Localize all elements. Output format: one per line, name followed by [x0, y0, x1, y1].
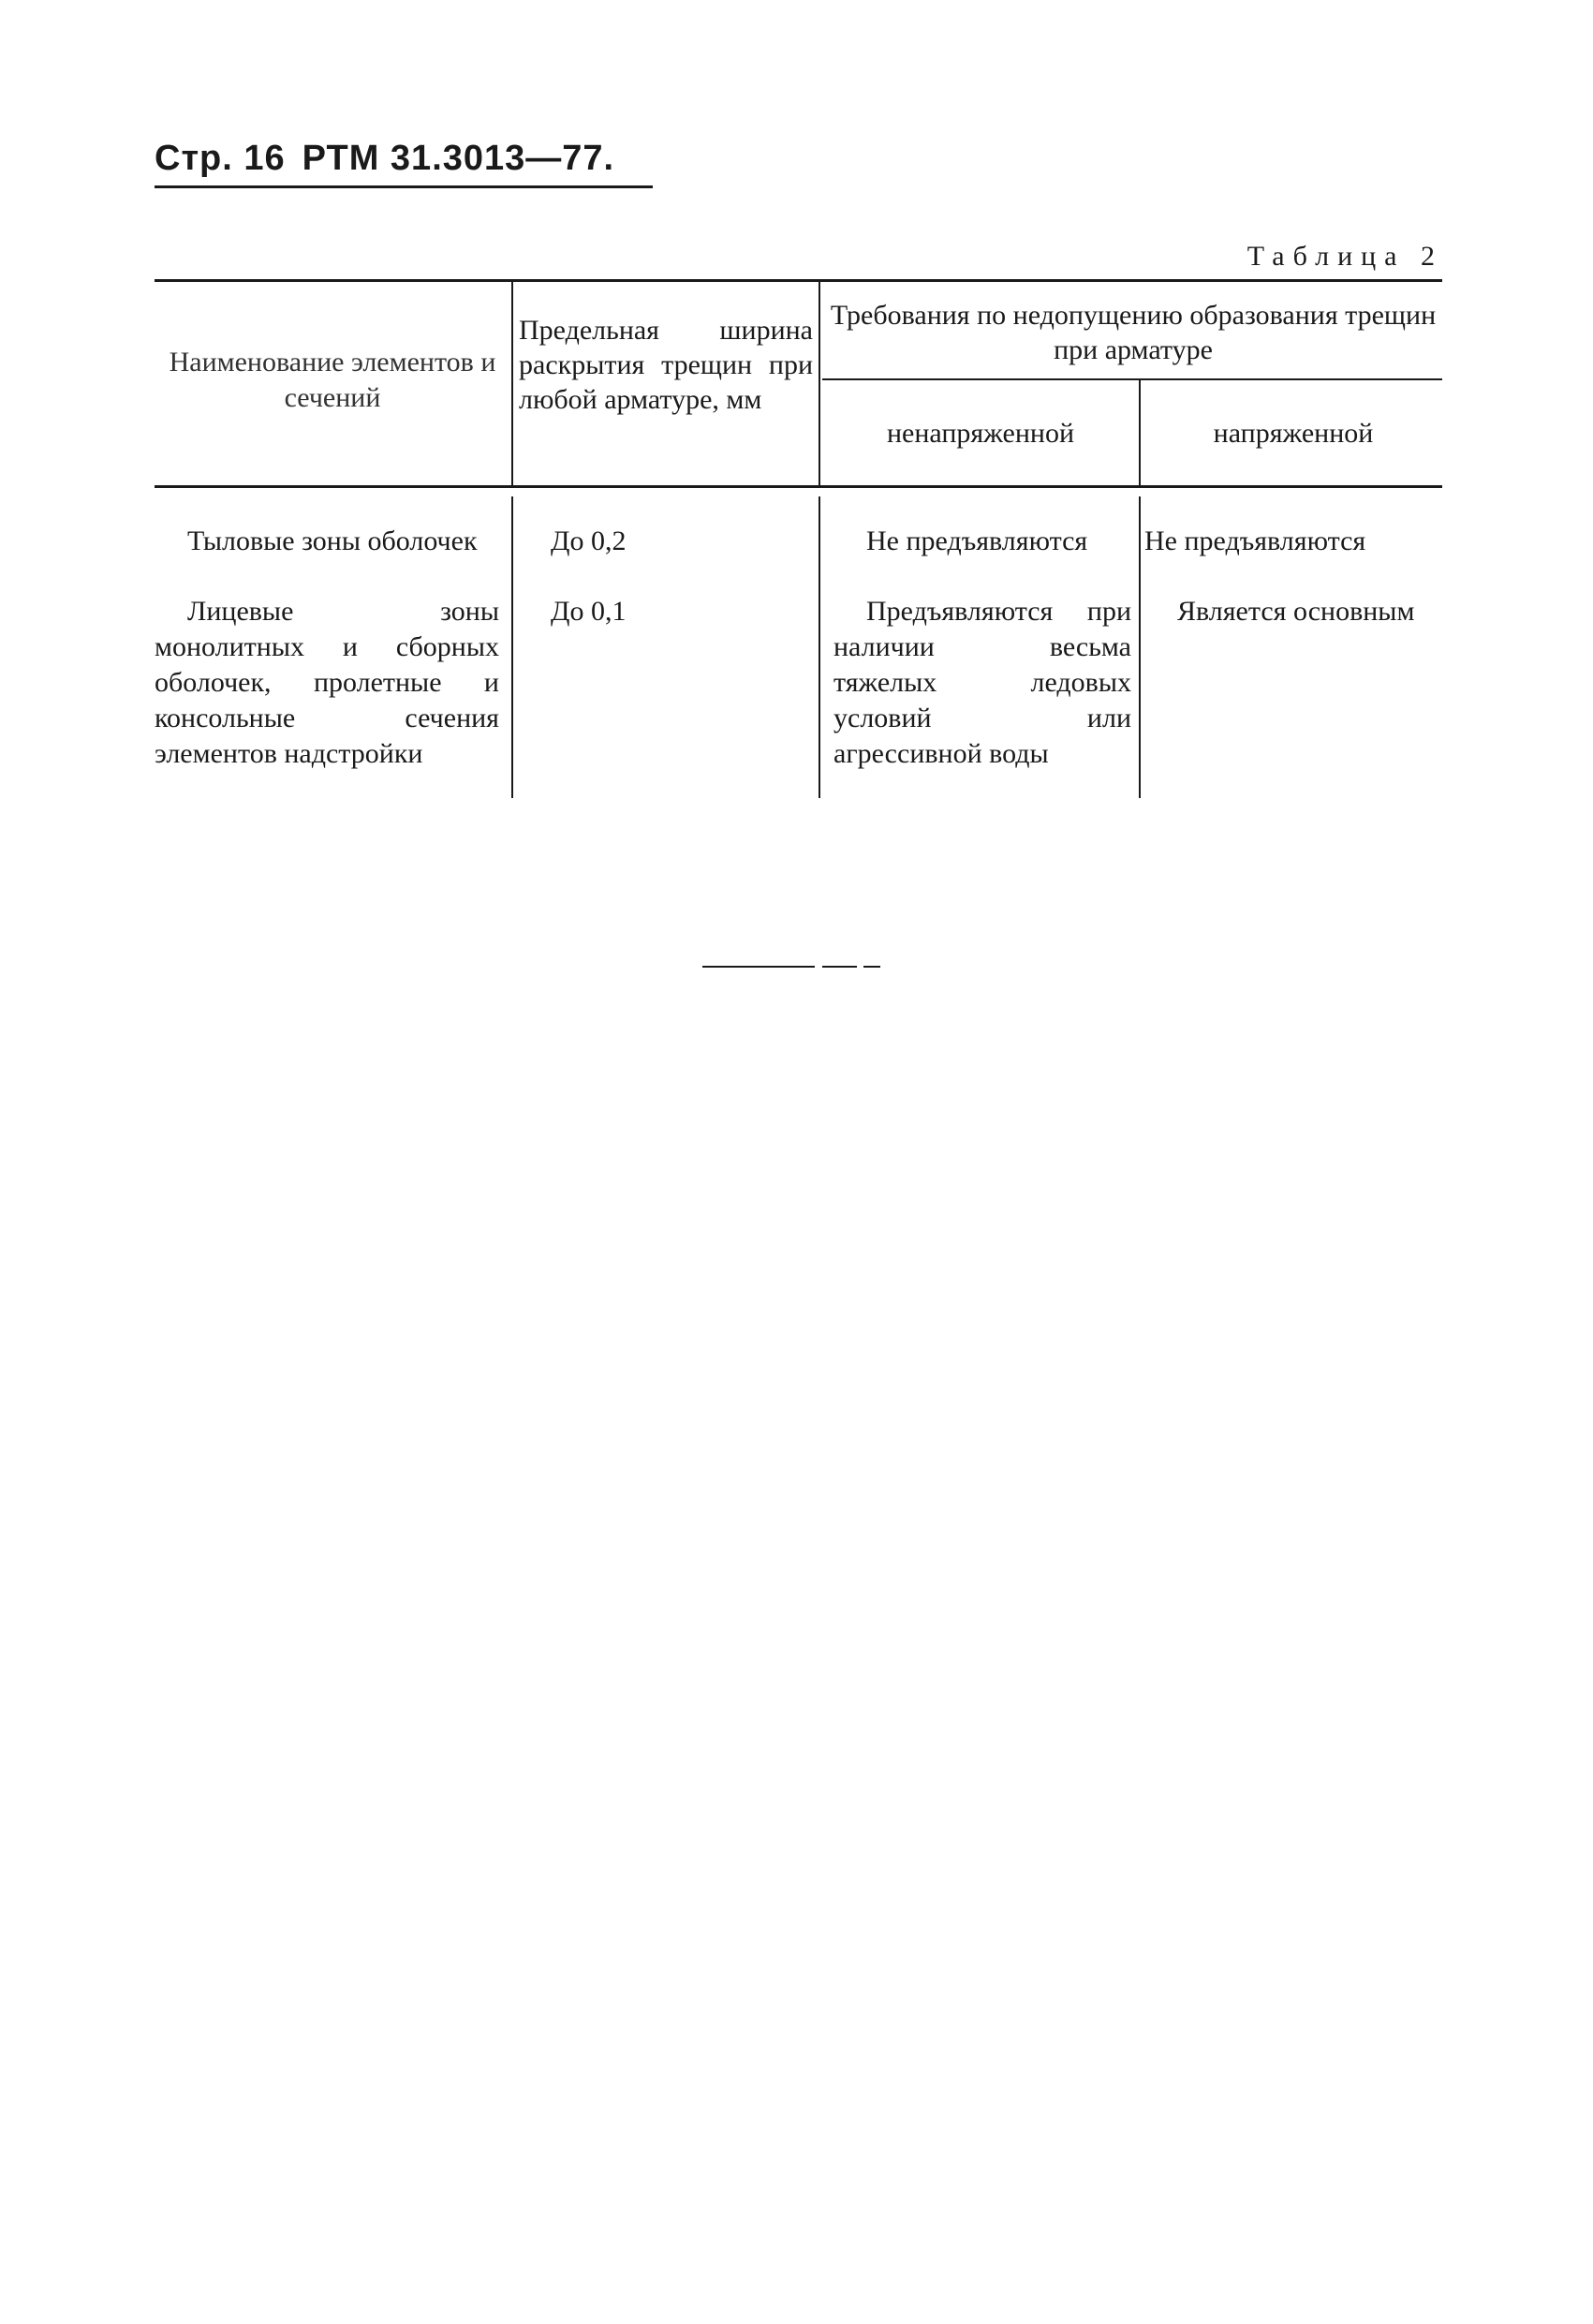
- table-top-rule: [155, 279, 1442, 282]
- subheader-rule: [822, 378, 1442, 380]
- row-1-stressed: Не предъявляются: [1144, 525, 1366, 556]
- page-number: Стр. 16: [155, 139, 286, 178]
- col-divider-2-body: [819, 496, 820, 798]
- row-1-width: До 0,2: [551, 525, 627, 556]
- col-divider-1-head: [511, 281, 513, 485]
- header-underline: [155, 185, 653, 188]
- col-divider-3-body: [1139, 496, 1141, 798]
- header-stressed: напряженной: [1213, 418, 1374, 449]
- end-of-section-rule: [702, 966, 890, 968]
- page-header: [155, 139, 614, 179]
- table-caption: Таблица 2: [1246, 241, 1443, 272]
- header-requirements: Требования по недопущению образования трещин при арматуре: [830, 300, 1437, 365]
- header-bottom-rule: [155, 485, 1442, 488]
- col-divider-3-head: [1139, 380, 1141, 485]
- row-1-name: Тыловые зоны оболочек: [187, 525, 478, 556]
- row-1-non-stressed: Не предъявляются: [866, 525, 1088, 556]
- header-non-stressed: ненапряженной: [886, 418, 1074, 449]
- header-width: Предельная ширина раскрытия трещин при любой арматуре, мм: [519, 315, 813, 415]
- row-2-stressed: Является основным: [1177, 596, 1415, 627]
- row-2-name: Лицевые зоны монолитных и сборных оболочек, пролетные и консольные сечения элементов надстройки: [155, 596, 499, 769]
- row-2-width: До 0,1: [551, 596, 627, 627]
- col-divider-2-head: [819, 281, 820, 485]
- document-code: РТМ 31.3013—77.: [302, 139, 615, 178]
- header-name: Наименование элементов и сечений: [169, 347, 496, 413]
- col-divider-1-body: [511, 496, 513, 798]
- row-2-non-stressed: Предъявляются при наличии весьма тяжелых ледовых условий или агрессивной воды: [833, 596, 1131, 769]
